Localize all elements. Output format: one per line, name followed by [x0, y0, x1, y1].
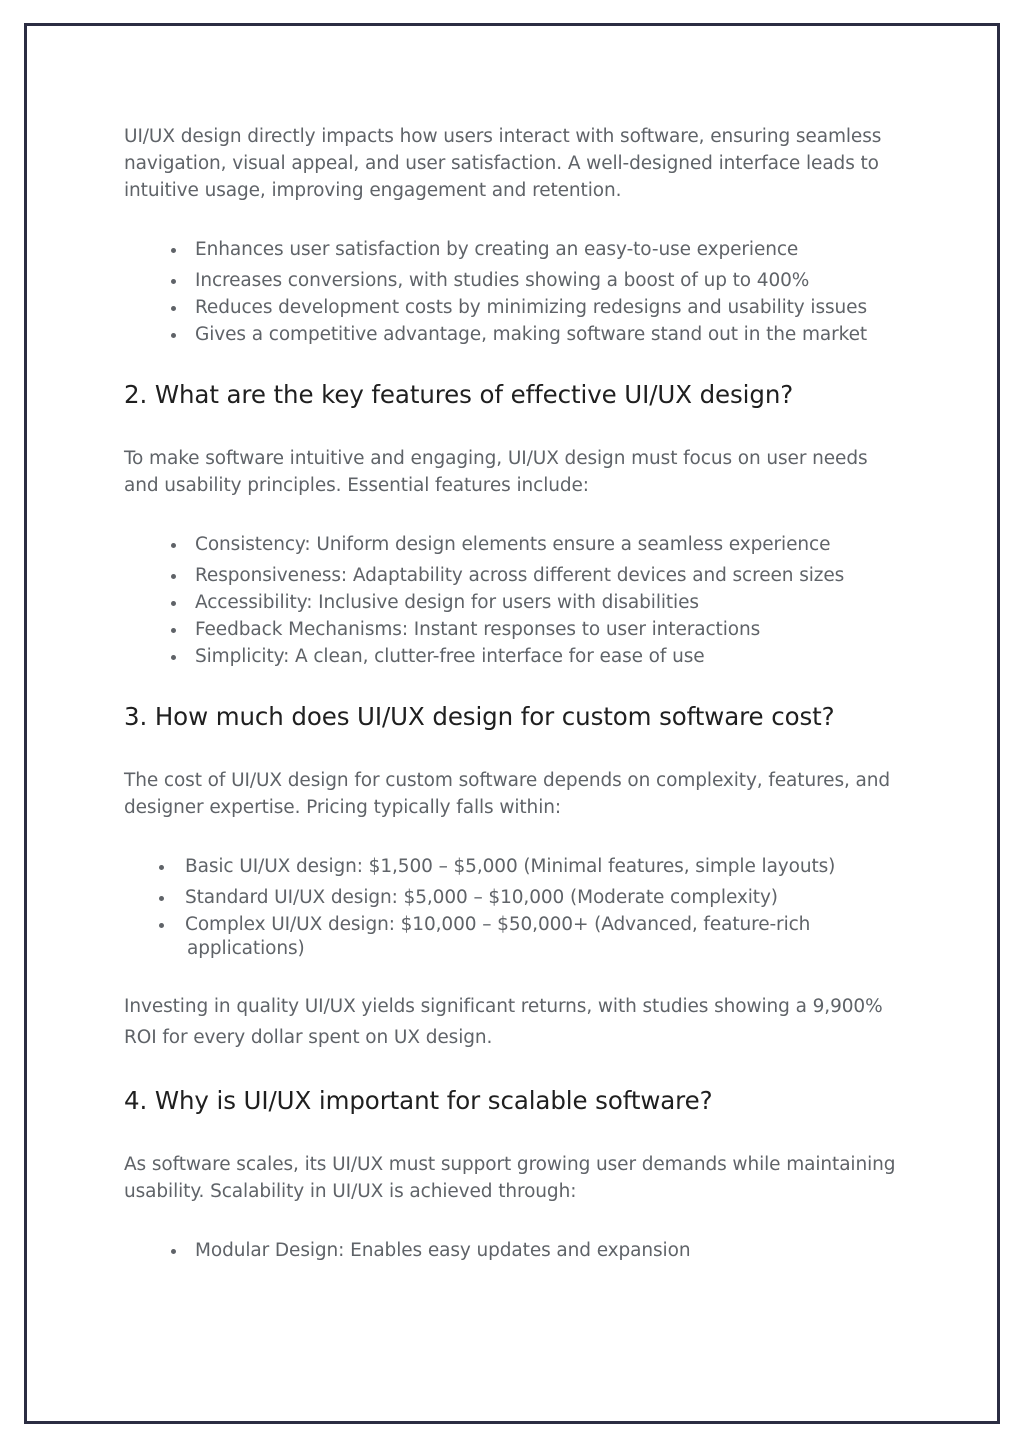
intro-paragraph: UI/UX design directly impacts how users interact with software, ensuring seamless navigation, visual appeal, and user satisfaction. A well-designed interface leads to intuitive usage, improving engagement and retention. [124, 126, 882, 201]
scalable-bullet-list [124, 1237, 904, 1264]
list-item: Gives a competitive advantage, making software stand out in the market [124, 321, 904, 348]
list-item: Responsiveness: Adaptability across different devices and screen sizes [124, 562, 904, 589]
cost-bullet-list [124, 853, 904, 960]
document-content [124, 123, 904, 1295]
list-item: Modular Design: Enables easy updates and expansion [124, 1237, 904, 1264]
cost-paragraph: The cost of UI/UX design for custom software depends on complexity, features, and designer expertise. Pricing typically falls within: [124, 770, 891, 818]
list-item: Increases conversions, with studies showing a boost of up to 400% [124, 267, 904, 294]
list-item: Accessibility: Inclusive design for users with disabilities [124, 589, 904, 616]
key-features-bullet-list [124, 531, 904, 670]
scalable-paragraph: As software scales, its UI/UX must support growing user demands while maintaining usability. Scalability in UI/UX is achieved through: [124, 1154, 896, 1202]
list-item: Basic UI/UX design: $1,500 – $5,000 (Minimal features, simple layouts) [124, 853, 904, 880]
list-item: Enhances user satisfaction by creating an easy-to-use experience [124, 236, 904, 263]
key-features-paragraph: To make software intuitive and engaging, UI/UX design must focus on user needs and usability principles. Essential features include: [124, 448, 868, 496]
list-item: Reduces development costs by minimizing redesigns and usability issues [124, 294, 904, 321]
section-heading-key-features: 2. What are the key features of effective UI/UX design? [124, 380, 794, 409]
roi-paragraph: Investing in quality UI/UX yields significant returns, with studies showing a 9,900% ROI for every dollar spent on UX design. [124, 996, 883, 1048]
list-item [124, 911, 904, 960]
section-heading-cost: 3. How much does UI/UX design for custom software cost? [124, 702, 835, 731]
list-item: Standard UI/UX design: $5,000 – $10,000 (Moderate complexity) [124, 884, 904, 911]
list-item: Simplicity: A clean, clutter-free interface for ease of use [124, 643, 904, 670]
list-item-text: Complex UI/UX design: $10,000 – $50,000+ (Advanced, feature-rich [185, 914, 811, 935]
list-item: Consistency: Uniform design elements ensure a seamless experience [124, 531, 904, 558]
list-item-continuation: applications) [187, 938, 305, 959]
list-item: Feedback Mechanisms: Instant responses to user interactions [124, 616, 904, 643]
intro-bullet-list [124, 236, 904, 348]
section-heading-scalable: 4. Why is UI/UX important for scalable software? [124, 1086, 713, 1115]
